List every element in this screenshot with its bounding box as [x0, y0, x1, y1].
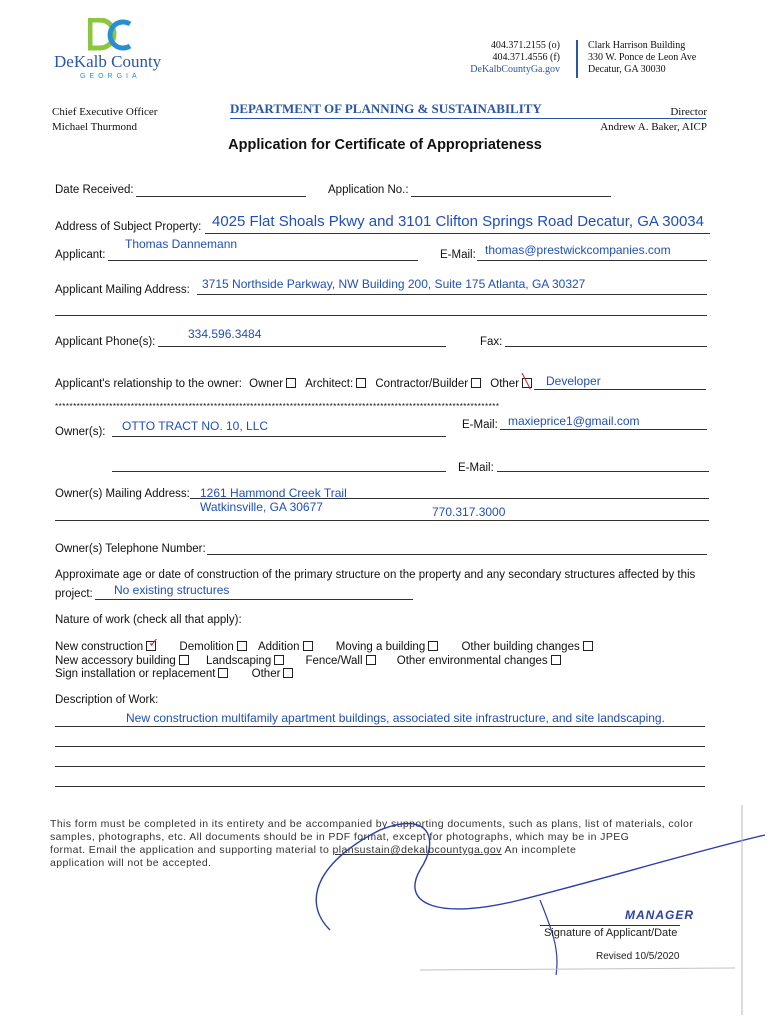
work-row-1: [55, 635, 593, 653]
description-line-1: [55, 726, 705, 727]
signature-handwritten: MANAGER: [625, 908, 694, 922]
owners-label: Owner(s):: [55, 426, 106, 438]
owner-mailing-line1[interactable]: 1261 Hammond Creek Trail: [200, 486, 347, 500]
signature-label: Signature of Applicant/Date: [544, 927, 678, 939]
applicant-label: Applicant:: [55, 249, 106, 261]
mailing-address-value[interactable]: 3715 Northside Parkway, NW Building 200, Suite 175 Atlanta, GA 30327: [202, 277, 586, 291]
applicant-underline: [108, 260, 418, 261]
owner-phone-field[interactable]: [207, 554, 707, 555]
project-underline: [95, 599, 413, 600]
owner-2-field[interactable]: [112, 471, 446, 472]
notice-line-3a: format. Email the application and supporting material to: [50, 844, 333, 856]
applicant-phone-value[interactable]: 334.596.3484: [188, 327, 262, 341]
work-sign-checkbox[interactable]: [218, 668, 228, 678]
mailing-address-underline-2: [55, 315, 707, 316]
department-underline: [230, 118, 706, 119]
project-label: project:: [55, 588, 93, 600]
dc-logo-icon: [88, 18, 134, 52]
work-other-label: Other: [251, 668, 281, 680]
rel-other-label: Other: [490, 378, 520, 390]
separator-stars: ***************************************************************************************************************************: [55, 402, 500, 411]
owner-mailing-line2[interactable]: Watkinsville, GA 30677: [200, 500, 323, 514]
description-line-2: [55, 746, 705, 747]
county-logo: [52, 18, 162, 84]
rel-architect-checkbox[interactable]: [356, 378, 366, 388]
rel-owner-checkbox[interactable]: [286, 378, 296, 388]
ceo-name: Michael Thurmond: [52, 121, 138, 133]
applicant-email-value[interactable]: thomas@prestwickcompanies.com: [485, 243, 671, 257]
signature-line[interactable]: [540, 925, 680, 926]
work-addition-label: Addition: [257, 641, 300, 653]
work-other-building-checkbox[interactable]: [583, 641, 593, 651]
application-no-field[interactable]: [411, 196, 611, 197]
work-addition-checkbox[interactable]: [303, 641, 313, 651]
notice-line-3: [50, 844, 690, 857]
applicant-phone-label: Applicant Phone(s):: [55, 336, 156, 348]
work-fence-label: Fence/Wall: [305, 655, 363, 667]
rel-architect-label: Architect:: [305, 378, 354, 390]
applicant-value[interactable]: Thomas Dannemann: [125, 237, 238, 251]
applicant-email-label: E-Mail:: [440, 249, 476, 261]
work-other-env-label: Other environmental changes: [396, 655, 548, 667]
contact-phones: [470, 40, 560, 76]
work-other-building-label: Other building changes: [461, 641, 580, 653]
phone-fax: 404.371.4556 (f): [492, 52, 560, 63]
director-title: Director: [670, 106, 707, 118]
director-name: Andrew A. Baker, AICP: [600, 121, 707, 133]
owner-mailing-phone[interactable]: 770.317.3000: [432, 505, 506, 519]
work-sign-label: Sign installation or replacement: [55, 668, 216, 680]
owner-email-2-field[interactable]: [497, 471, 709, 472]
mailing-address-label: Applicant Mailing Address:: [55, 284, 190, 296]
fax-label: Fax:: [480, 336, 503, 348]
owner-value[interactable]: OTTO TRACT NO. 10, LLC: [122, 419, 269, 433]
logo-state: GEORGIA: [80, 73, 141, 80]
address-value[interactable]: 4025 Flat Shoals Pkwy and 3101 Clifton Springs Road Decatur, GA 30034: [212, 213, 704, 230]
rel-contractor-checkbox[interactable]: [471, 378, 481, 388]
work-moving-label: Moving a building: [335, 641, 426, 653]
notice-line-3b: An incomplete: [501, 844, 577, 856]
ceo-title: Chief Executive Officer: [52, 106, 158, 118]
applicant-phone-underline: [158, 346, 446, 347]
work-fence-checkbox[interactable]: [366, 655, 376, 665]
work-landscaping-label: Landscaping: [206, 655, 272, 667]
address-label: Address of Subject Property:: [55, 221, 202, 233]
work-new-construction-checkbox[interactable]: ✓: [148, 635, 160, 650]
notice-line-1: This form must be completed in its entirety and be accompanied by supporting documents, such as plans, list of materials, color: [50, 818, 694, 830]
description-value[interactable]: New construction multifamily apartment buildings, associated site infrastructure, and site landscaping.: [126, 711, 665, 725]
office-address: [588, 40, 696, 76]
work-demolition-label: Demolition: [179, 641, 234, 653]
work-landscaping-checkbox[interactable]: [274, 655, 284, 665]
notice-line-4: application will not be accepted.: [50, 857, 212, 869]
city-address: Decatur, GA 30030: [588, 64, 666, 75]
owner-email-value[interactable]: maxieprice1@gmail.com: [508, 414, 640, 428]
rel-other-underline: [534, 389, 706, 390]
address-underline: [205, 233, 710, 234]
owner-phone-label: Owner(s) Telephone Number:: [55, 543, 206, 555]
work-new-accessory-label: New accessory building: [55, 655, 176, 667]
work-row-2: [55, 655, 561, 667]
submission-notice: [50, 818, 694, 870]
work-demolition-checkbox[interactable]: [237, 641, 247, 651]
work-other-env-checkbox[interactable]: [551, 655, 561, 665]
date-received-label: Date Received:: [55, 184, 134, 196]
nature-label: Nature of work (check all that apply):: [55, 614, 242, 626]
owner-mailing-underline-2: [55, 520, 709, 521]
website-link[interactable]: DeKalbCountyGa.gov: [470, 64, 560, 75]
form-title: Application for Certificate of Appropriateness: [228, 137, 542, 153]
rel-owner-label: Owner: [249, 378, 284, 390]
project-value[interactable]: No existing structures: [114, 583, 230, 597]
owner-email-underline: [500, 429, 707, 430]
description-label: Description of Work:: [55, 694, 159, 706]
notice-email-link[interactable]: plansustain@dekalbcountyga.gov: [332, 844, 502, 856]
header-divider: [576, 40, 578, 78]
description-line-4: [55, 786, 705, 787]
owner-mailing-label: Owner(s) Mailing Address:: [55, 488, 190, 500]
relationship-label: Applicant's relationship to the owner:: [55, 378, 242, 390]
work-moving-checkbox[interactable]: [428, 641, 438, 651]
age-question: Approximate age or date of construction of the primary structure on the property and any secondary structures affected by this: [55, 569, 696, 581]
building-name: Clark Harrison Building: [588, 40, 686, 51]
work-new-accessory-checkbox[interactable]: [179, 655, 189, 665]
work-row-3: [55, 668, 293, 680]
applicant-email-underline: [477, 260, 707, 261]
rel-contractor-label: Contractor/Builder: [375, 378, 469, 390]
owner-email-label: E-Mail:: [462, 419, 498, 431]
notice-line-2: samples, photographs, etc. All documents should be in PDF format, except for photographs, which may be in JPEG: [50, 831, 630, 843]
owner-email-2-label: E-Mail:: [458, 462, 494, 474]
mailing-address-underline: [197, 294, 707, 295]
street-address: 330 W. Ponce de Leon Ave: [588, 52, 697, 63]
date-received-field[interactable]: [136, 196, 306, 197]
application-no-label: Application No.:: [328, 184, 409, 196]
department-name: DEPARTMENT OF PLANNING & SUSTAINABILITY: [230, 101, 542, 116]
logo-name: DeKalb County: [54, 52, 162, 71]
relationship-row: [55, 373, 532, 390]
fax-field[interactable]: [505, 346, 707, 347]
owner-mailing-underline: [190, 498, 709, 499]
phone-office: 404.371.2155 (o): [490, 40, 560, 51]
rel-other-value[interactable]: Developer: [546, 374, 601, 388]
revised-date: Revised 10/5/2020: [596, 951, 680, 962]
description-line-3: [55, 766, 705, 767]
work-new-construction-label: New construction: [55, 641, 144, 653]
owner-underline: [112, 436, 446, 437]
work-other-checkbox[interactable]: [283, 668, 293, 678]
rel-other-checkbox[interactable]: ╲: [522, 373, 531, 389]
